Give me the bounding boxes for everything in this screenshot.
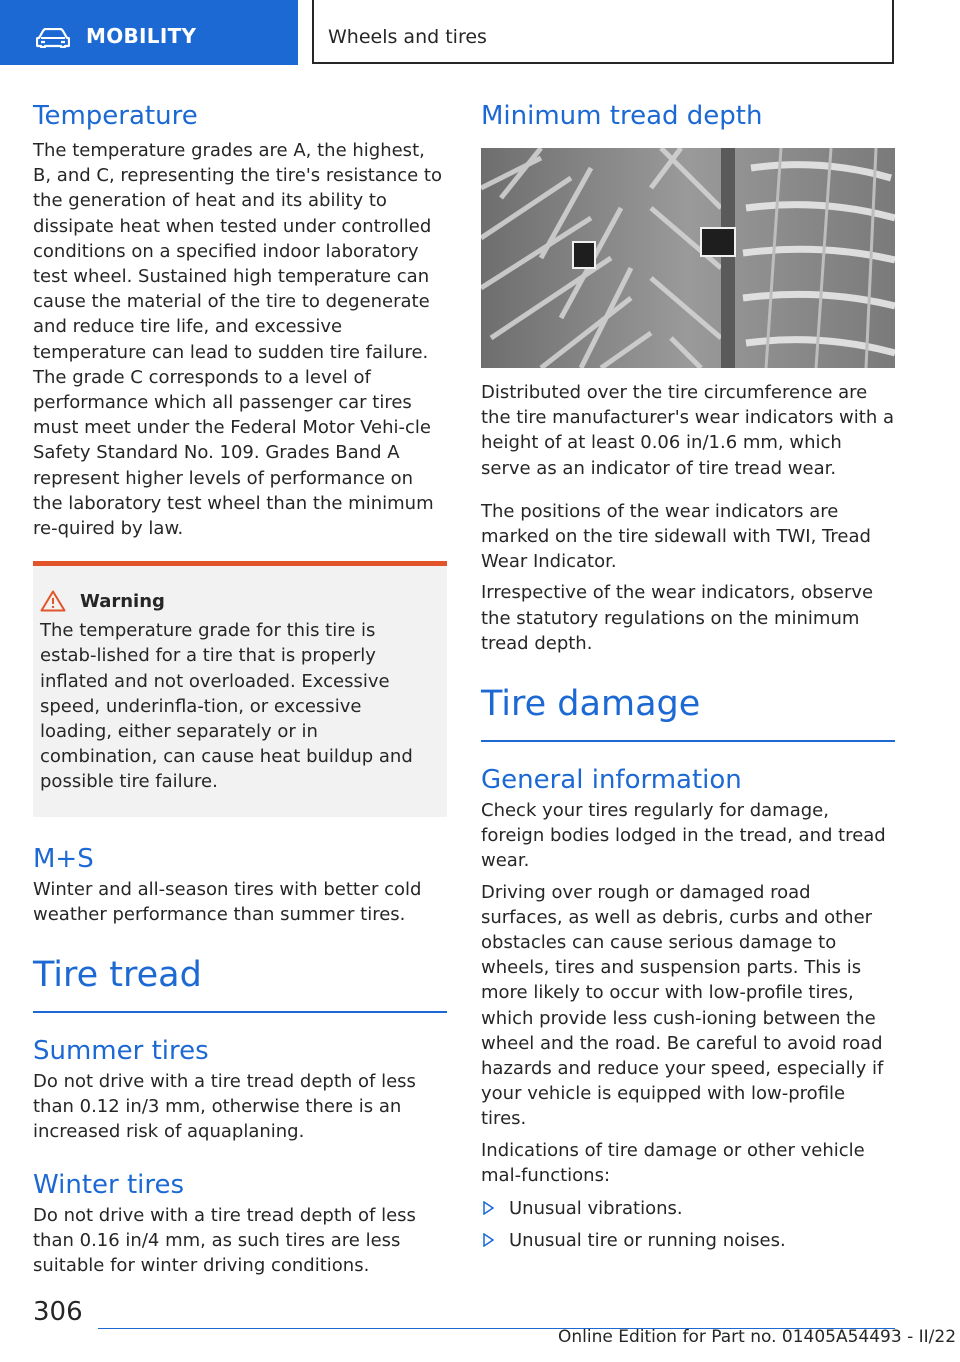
bullet-triangle-icon xyxy=(483,1233,494,1247)
min-tread-p3: Irrespective of the wear indicators, observe the statutory regulations on the minimum tread depth. xyxy=(481,582,874,654)
right-column xyxy=(481,98,895,1260)
general-info-p1: Check your tires regularly for damage, foreign bodies lodged in the tread, and tread wear. xyxy=(481,800,886,872)
list-item-text: Unusual vibrations. xyxy=(509,1198,683,1220)
min-tread-p2: The positions of the wear indicators are marked on the tire sidewall with TWI, Tread Wear Indicator. xyxy=(481,500,871,573)
temperature-body: The temperature grades are A, the highest, B, and C, representing the tire's resistance to the generation of heat and its ability to dissipate heat when tested under controlled conditions on a specified indoor laboratory test wheel. Sustained high temperature can cause the material of the tire to degenerate and reduce tire life, and excessive temperature can lead to sudden tire failure. The grade C corresponds to a level of performance which all passenger car tires must meet under the Federal Motor Vehi-cle Safety Standard No. 109. Grades Band A represent higher levels of performance on the laboratory test wheel than the minimum re-quired by law. xyxy=(33,140,442,540)
general-info-p3: Indications of tire damage or other vehicle mal-functions: xyxy=(481,1139,865,1186)
warning-triangle-icon xyxy=(40,590,66,612)
min-tread-heading: Minimum tread depth xyxy=(481,101,763,131)
page-number: 306 xyxy=(33,1297,83,1327)
chapter-header xyxy=(312,0,894,64)
winter-tires-body: Do not drive with a tire tread depth of less than 0.16 in/4 mm, as such tires are less suitable for winter driving conditions. xyxy=(33,1204,416,1277)
list-item xyxy=(481,1228,895,1253)
chapter-title: Wheels and tires xyxy=(328,26,487,48)
tread-wear-indicator-image xyxy=(481,148,895,368)
tread-photo-illustration xyxy=(481,148,895,368)
warning-box xyxy=(33,561,447,816)
list-item-text: Unusual tire or running noises. xyxy=(509,1230,786,1252)
section-tab xyxy=(0,0,298,65)
ms-body: Winter and all-season tires with better cold weather performance than summer tires. xyxy=(33,878,422,925)
warning-body: The temperature grade for this tire is estab-lished for a tire that is properly inflated and not overloaded. Excessive speed, underinfla-tion, or excessive loading, either separately or in combination, can cause heat buildup and possible tire failure. xyxy=(40,620,413,793)
min-tread-p1: Distributed over the tire circumference are the tire manufacturer's wear indicators with a height of at least 0.06 in/1.6 mm, which serve as an indicator of tire tread wear. xyxy=(481,382,894,479)
left-column xyxy=(33,98,447,1278)
tire-damage-heading: Tire damage xyxy=(481,684,701,725)
car-icon xyxy=(36,28,70,48)
bullet-triangle-icon xyxy=(483,1201,494,1215)
winter-tires-heading: Winter tires xyxy=(33,1169,185,1200)
ms-heading: M+S xyxy=(33,843,94,874)
warning-title: Warning xyxy=(80,590,165,612)
general-info-p2: Driving over rough or damaged road surfaces, as well as debris, curbs and other obstacles can cause serious damage to wheels, tires and suspension parts. This is more likely to occur with low-profile tires, which provide less cush-ioning between the wheel and the road. Be careful to avoid road hazards and reduce your speed, especially if your vehicle is equipped with low-profile tires. xyxy=(481,881,884,1130)
damage-indications-list xyxy=(481,1196,895,1253)
summer-tires-heading: Summer tires xyxy=(33,1036,209,1067)
summer-tires-body: Do not drive with a tire tread depth of less than 0.12 in/3 mm, otherwise there is an increased risk of aquaplaning. xyxy=(33,1071,416,1143)
section-label: MOBILITY xyxy=(86,24,197,48)
general-info-heading: General information xyxy=(481,765,742,796)
tire-tread-heading: Tire tread xyxy=(33,955,202,996)
edition-note: Online Edition for Part no. 01405A54493 - II/22 xyxy=(558,1327,957,1347)
temperature-heading: Temperature xyxy=(33,101,198,131)
list-item xyxy=(481,1196,895,1221)
